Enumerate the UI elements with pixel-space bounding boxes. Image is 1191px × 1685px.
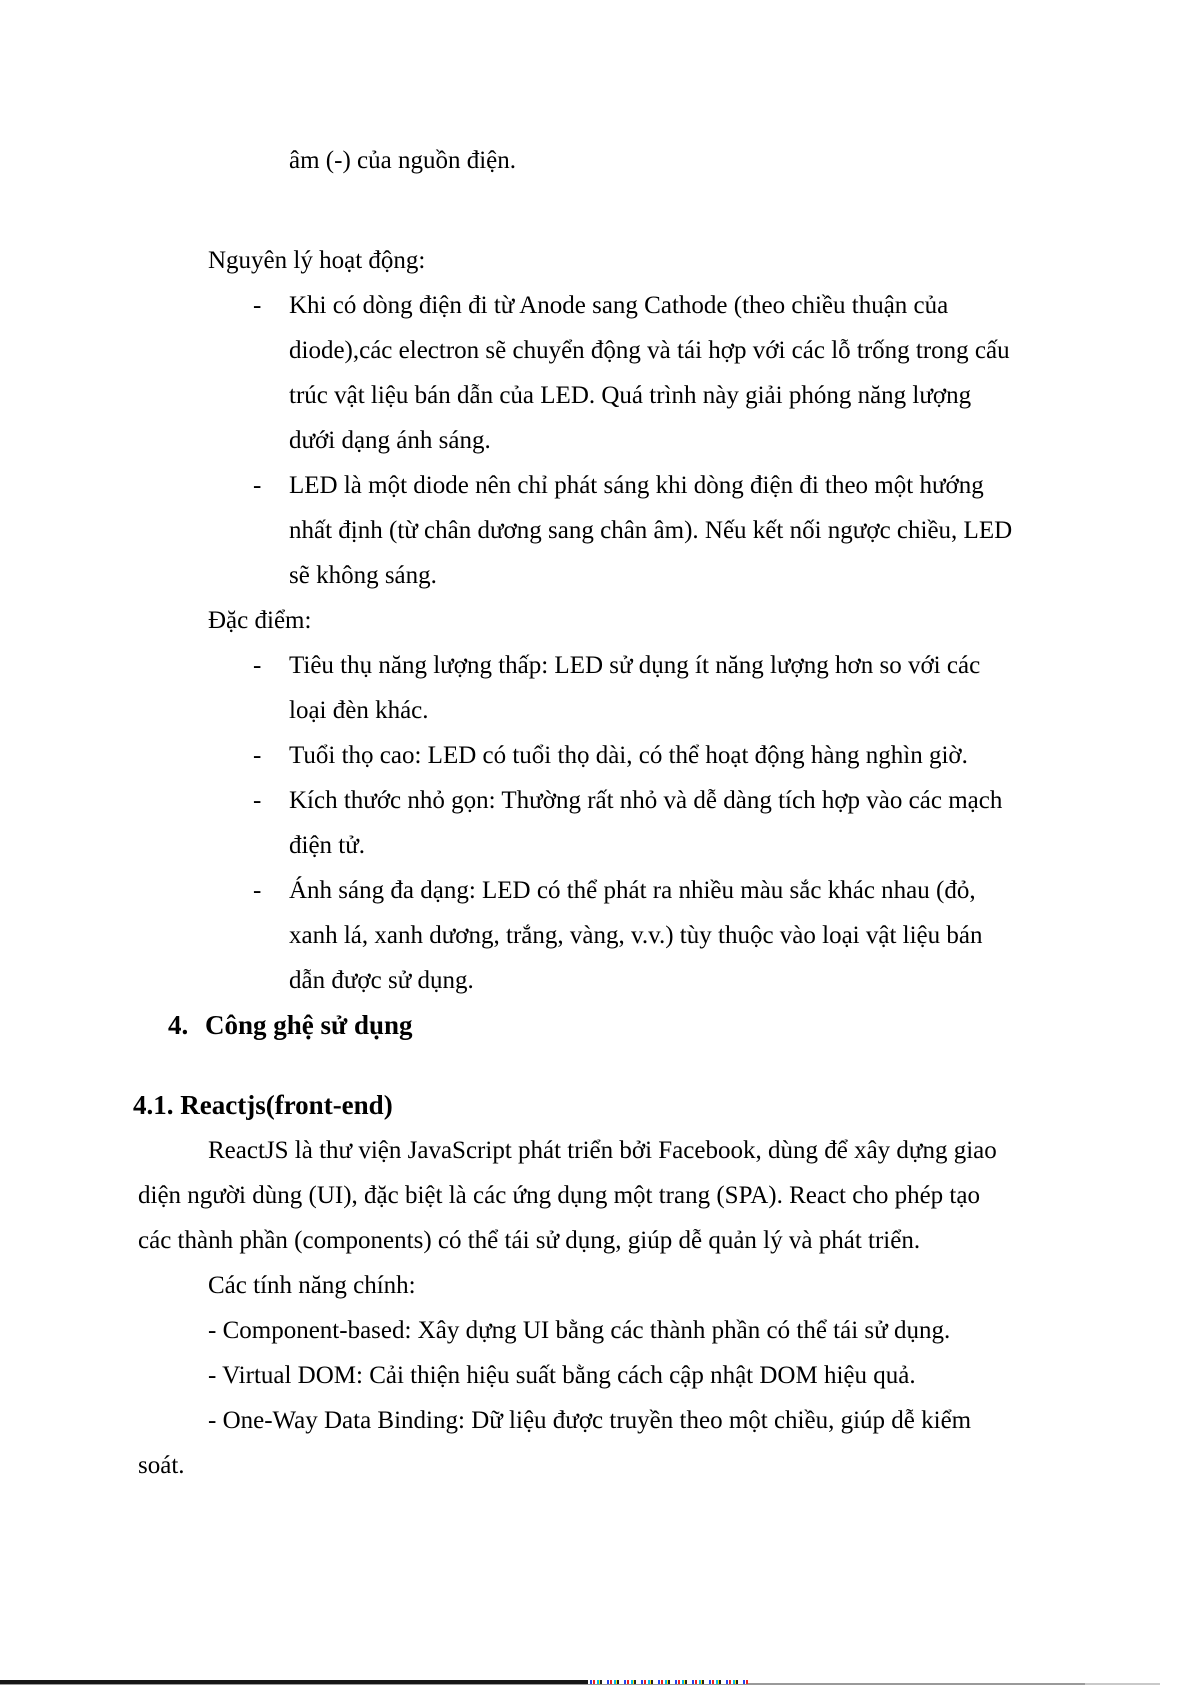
paragraph-line: các thành phần (components) có thể tái sử dụng, giúp dễ quản lý và phát triển. <box>138 1227 921 1254</box>
bullet-line <box>0 868 1191 913</box>
bullet-line: dẫn được sử dụng. <box>289 967 474 994</box>
bullet-line: diode),các electron sẽ chuyển động và tái hợp với các lỗ trống trong cấu <box>289 337 1010 364</box>
top-margin-spacer <box>0 0 1191 138</box>
paragraph-line: ReactJS là thư viện JavaScript phát triển bởi Facebook, dùng để xây dựng giao <box>208 1137 997 1164</box>
bullet-line: loại đèn khác. <box>289 697 429 724</box>
continuation-line: âm (-) của nguồn điện. <box>289 147 517 174</box>
bullet-marker: - <box>253 292 262 319</box>
bullet-line <box>0 733 1191 778</box>
feature-line-wrap: soát. <box>138 1452 185 1479</box>
bullet-line <box>0 283 1191 328</box>
bullet-line: nhất định (từ chân dương sang chân âm). Nếu kết nối ngược chiều, LED <box>289 517 1013 544</box>
bullet-text: LED là một diode nên chỉ phát sáng khi dòng điện đi theo một hướng <box>289 472 984 499</box>
bullet-text: Khi có dòng điện đi từ Anode sang Cathode (theo chiều thuận của <box>289 292 949 319</box>
bullet-line <box>0 463 1191 508</box>
bullet-marker: - <box>253 877 262 904</box>
bullet-text: Tuổi thọ cao: LED có tuổi thọ dài, có thể hoạt động hàng nghìn giờ. <box>289 742 968 769</box>
section-heading <box>0 1003 1191 1048</box>
page-bottom-artifact <box>0 1678 1191 1685</box>
bullet-line: dưới dạng ánh sáng. <box>289 427 491 454</box>
feature-line: - Component-based: Xây dựng UI bằng các thành phần có thể tái sử dụng. <box>208 1317 951 1344</box>
bullet-marker: - <box>253 787 262 814</box>
feature-line: - Virtual DOM: Cải thiện hiệu suất bằng cách cập nhật DOM hiệu quả. <box>208 1362 916 1389</box>
bullet-text: Ánh sáng đa dạng: LED có thể phát ra nhiều màu sắc khác nhau (đỏ, <box>289 877 976 904</box>
react-features-label: Các tính năng chính: <box>208 1272 416 1299</box>
bullet-line: xanh lá, xanh dương, trắng, vàng, v.v.) tùy thuộc vào loại vật liệu bán <box>289 922 983 949</box>
paragraph-line: diện người dùng (UI), đặc biệt là các ứng dụng một trang (SPA). React cho phép tạo <box>138 1182 980 1209</box>
feature-line: - One-Way Data Binding: Dữ liệu được truyền theo một chiều, giúp dễ kiểm <box>208 1407 972 1434</box>
bullet-marker: - <box>253 472 262 499</box>
bullet-marker: - <box>253 742 262 769</box>
bullet-line: điện tử. <box>289 832 366 859</box>
blank-line-spacer <box>0 183 1191 238</box>
bottom-noise-pixels <box>588 1680 748 1684</box>
blank-line-spacer <box>0 1048 1191 1083</box>
principle-label: Nguyên lý hoạt động: <box>208 247 426 274</box>
bullet-line: sẽ không sáng. <box>289 562 437 589</box>
features-label: Đặc điểm: <box>208 607 312 634</box>
bullet-marker: - <box>253 652 262 679</box>
bullet-line <box>0 778 1191 823</box>
bullet-line: trúc vật liệu bán dẫn của LED. Quá trình này giải phóng năng lượng <box>289 382 972 409</box>
bullet-text: Tiêu thụ năng lượng thấp: LED sử dụng ít năng lượng hơn so với các <box>289 652 981 679</box>
section-number: 4. <box>168 1010 189 1040</box>
subsection-heading: 4.1. Reactjs(front-end) <box>133 1090 393 1120</box>
bullet-line <box>0 643 1191 688</box>
bullet-text: Kích thước nhỏ gọn: Thường rất nhỏ và dễ dàng tích hợp vào các mạch <box>289 787 1003 814</box>
section-title: Công ghệ sử dụng <box>205 1010 413 1040</box>
bottom-black-bar <box>0 1680 588 1684</box>
